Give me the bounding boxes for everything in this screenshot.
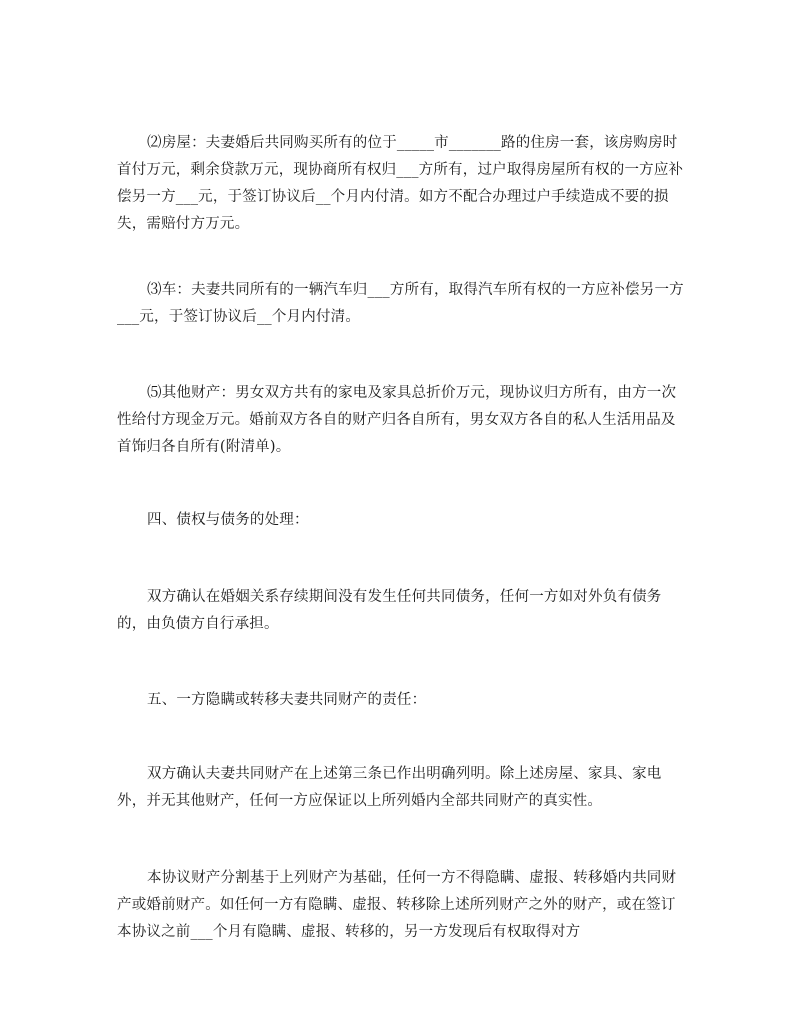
- section-heading-concealment: 五、一方隐瞒或转移夫妻共同财产的责任：: [147, 691, 427, 708]
- paragraph-other-property: ⑸其他财产：男女双方共有的家电及家具总折价万元，现协议归方所有，由方一次性给付方现金万元。婚前双方各自的财产归各自所有，男女双方各自的私人生活用品及首饰归各自所有(附清单)。: [117, 384, 677, 455]
- paragraph-property-confirmation: 双方确认夫妻共同财产在上述第三条已作出明确列明。除上述房屋、家具、家电外，并无其他财产，任何一方应保证以上所列婚内全部共同财产的真实性。: [117, 765, 662, 809]
- paragraph-house: ⑵房屋：夫妻婚后共同购买所有的位于_____市_______路的住房一套，该房购房时首付万元，剩余贷款万元，现协商所有权归___方所有，过户取得房屋所有权的一方应补偿另一方___元，于签订协议后__个月内付清。如方不配合办理过户手续造成不要的损失，需赔付方万元。: [117, 134, 684, 232]
- paragraph-division-basis: 本协议财产分割基于上列财产为基础，任何一方不得隐瞒、虚报、转移婚内共同财产或婚前财产。如任何一方有隐瞒、虚报、转移除上述所列财产之外的财产，或在签订本协议之前___个月有隐瞒、虚报、转移的，另一方发现后有权取得对方: [117, 869, 677, 940]
- paragraph-debts: 双方确认在婚姻关系存续期间没有发生任何共同债务，任何一方如对外负有债务的，由负债方自行承担。: [117, 588, 662, 632]
- paragraph-car: ⑶车：夫妻共同所有的一辆汽车归___方所有，取得汽车所有权的一方应补偿另一方___元，于签订协议后__个月内付清。: [117, 281, 684, 325]
- section-heading-debts: 四、债权与债务的处理：: [147, 511, 309, 528]
